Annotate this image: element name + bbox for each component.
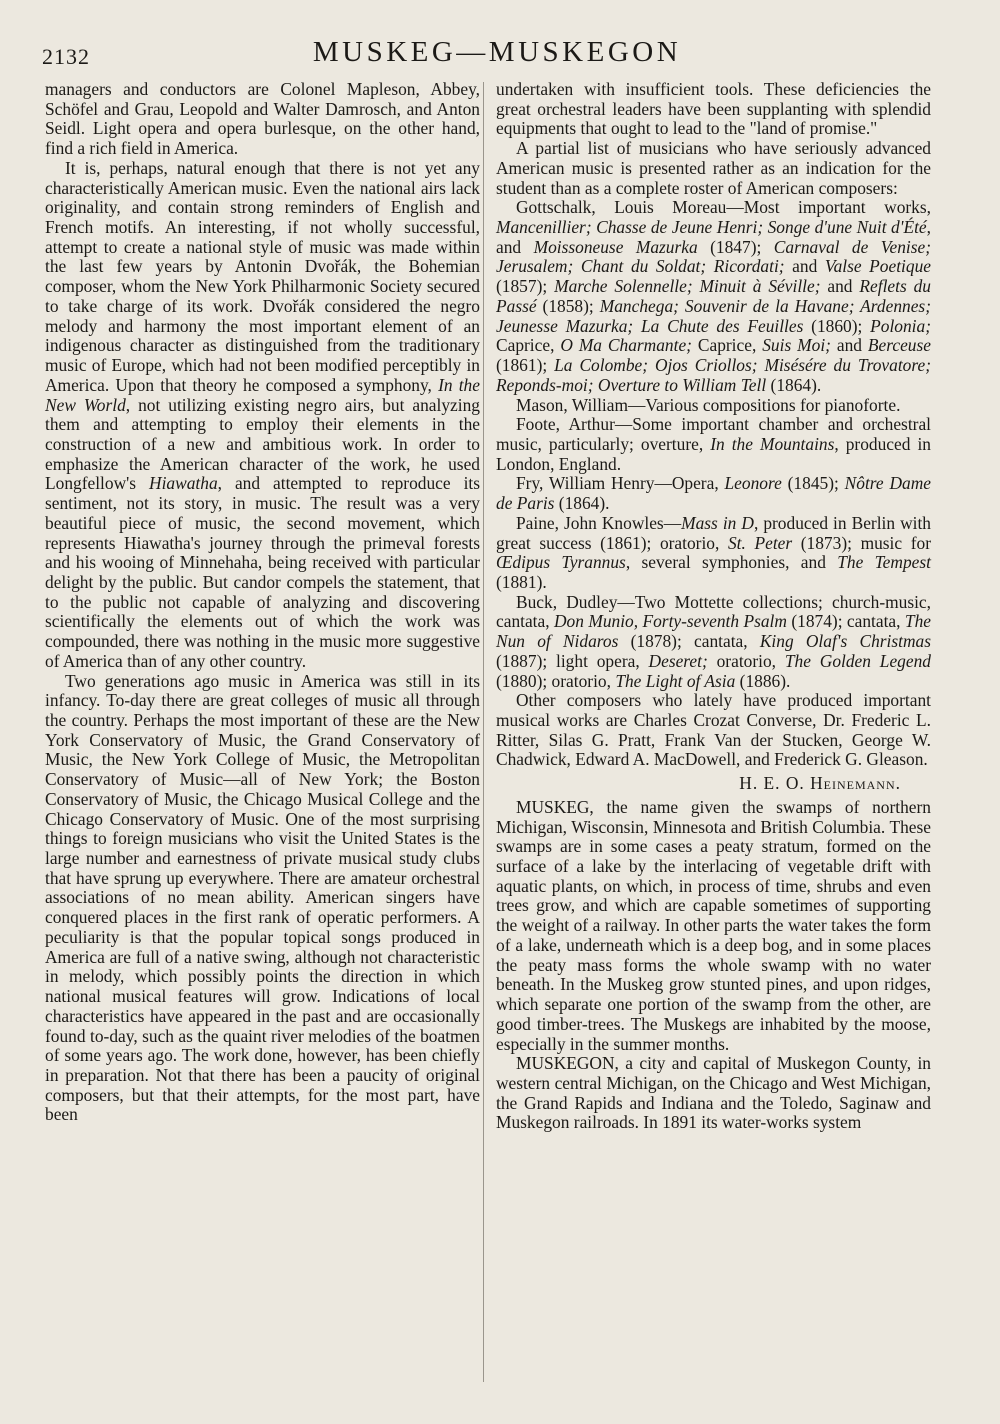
entry-paine: Paine, John Knowles—Mass in D, produced in Berlin with great success (1861); oratorio, St. Peter (1873); music for Œdipus Tyrannus, several symphonies, and The Tempest (1881). [496,512,931,592]
paragraph-managers: managers and conductors are Colonel Mapleson, Abbey, Schöfel and Grau, Leopold and Walter Damrosch, and Anton Seidl. Light opera and opera burlesque, on the other hand, find a rich field in America. [45,79,480,159]
column-divider [483,82,484,1382]
paragraph-partial-list: A partial list of musicians who have seriously advanced American music is presented rather as an indication for the student than as a complete roster of American composers: [496,138,931,198]
work-title: In the New World [45,374,480,415]
page-number: 2132 [42,44,90,69]
entry-foote: Foote, Arthur—Some important chamber and orchestral music, particularly; overture, In the Mountains, produced in London, England. [496,414,931,474]
paragraph-deficiencies: undertaken with insufficient tools. These deficiencies the great orchestral leaders have been supplanting with splendid equipments that ought to lead to the "land of promise." [496,79,931,139]
entry-muskegon: MUSKEGON, a city and capital of Muskegon County, in western central Michigan, on the Chicago and West Michigan, the Grand Rapids and Indiana and the Toledo, Saginaw and Muskegon railroads. In 1891 its water-works system [496,1053,931,1133]
entry-buck: Buck, Dudley—Two Mottette collections; church-music, cantata, Don Munio, Forty-seventh Psalm (1874); cantata, The Nun of Nidaros (1878); cantata, King Olaf's Christmas (1887); light opera, Deseret; oratorio, The Golden Legend (1880); oratorio, The Light of Asia (1886). [496,591,931,691]
paragraph-dvorak: It is, perhaps, natural enough that there is not yet any characteristically American music. Even the national airs lack originality, and contain strong reminders of English and French motifs. An interesting, if not wholly successful, attempt to create a national style of music was made within the last few years by Antonin Dvořák, the Bohemian composer, whom the New York Philharmonic Society secured to take charge of its work. Dvořák considered the negro melody and harmony the most important element of an indigenous character as distinguished from the traditionary music of Europe, which had not been modified perceptibly in America. Upon that theory he composed a symphony, In the New World, not utilizing existing negro airs, but analyzing them and attempting to employ their elements in the construction of a new and ambitious work. In order to emphasize the American character of the work, he used Longfellow's Hiawatha, and attempted to reproduce its sentiment, not its story, in music. The result was a very beautiful piece of music, the second movement, which represents Hiawatha's journey through the primeval forests and his wooing of Minnehaha, being received with particular delight by the public. But candor compels the statement, that to the public not capable of analyzing and discovering scientifically the elements out of which the work was compounded, there was nothing in the music more suggestive of America than of any other country. [45,157,480,671]
running-head: MUSKEG—MUSKEGON [312,36,682,68]
left-column [45,80,480,1125]
page-header [42,34,952,74]
entry-gottschalk: Gottschalk, Louis Moreau—Most important works, Mancenillier; Chasse de Jeune Henri; Songe d'une Nuit d'Été, and Moissoneuse Mazurka (1847); Carnaval de Venise; Jerusalem; Chant du Soldat; Ricordati; and Valse Poetique (1857); Marche Solennelle; Minuit à Séville; and Reflets du Passé (1858); Manchega; Souvenir de la Havane; Ardennes; Jeunesse Mazurka; La Chute des Feuilles (1860); Polonia; Caprice, O Ma Charmante; Caprice, Suis Moi; and Berceuse (1861); La Colombe; Ojos Criollos; Misésére du Trovatore; Reponds-moi; Overture to William Tell (1864). [496,197,931,395]
entry-fry: Fry, William Henry—Opera, Leonore (1845); Nôtre Dame de Paris (1864). [496,473,931,514]
work-title: Hiawatha [149,473,218,494]
paragraph-colleges: Two generations ago music in America was still in its infancy. To-day there are great colleges of music all through the country. Perhaps the most important of these are the New York Conservatory of Music, the Grand Conservatory of Music, the New York College of Music, the Metropolitan Conservatory of Music—all of New York; the Boston Conservatory of Music, the Chicago Musical College and the Chicago Conservatory of Music. One of the most surprising things to foreign musicians who visit the United States is the large number and earnestness of private musical study clubs that have sprung up everywhere. There are amateur orchestral associations of no mean ability. American singers have conquered places in the first rank of operatic performers. A peculiarity is that the popular topical songs produced in America are full of a native swing, although not characteristic in melody, which possibly points the direction in which national musical features will grow. Indications of local characteristics have appeared in the past and are occasionally found to-day, such as the quaint river melodies of the boatmen of some years ago. The work done, however, has been chiefly in preparation. Not that there has been a paucity of original composers, but that their attempts, for the most part, have been [45,670,480,1125]
entry-muskeg: MUSKEG, the name given the swamps of northern Michigan, Wisconsin, Minnesota and British Columbia. These swamps are in some cases a peaty stratum, formed on the surface of a lake by the interlacing of vegetable drift with aquatic plants, on which, in process of time, shrubs and even trees grow, and which are capable sometimes of supporting the weight of a railway. In other parts the water takes the form of a lake, underneath which is a deep bog, and in some places the peaty mass forms the whole swamp with no water beneath. In the Muskeg grow stunted pines, and upon ridges, which separate one portion of the swamp from the other, are good timber-trees. The Muskegs are inhabited by the moose, especially in the summer months. [496,796,931,1054]
entry-mason: Mason, William—Various compositions for pianoforte. [516,394,901,415]
paragraph-other-composers: Other composers who lately have produced important musical works are Charles Crozat Converse, Dr. Frederic L. Ritter, Silas G. Pratt, Frank Van der Stucken, George W. Chadwick, Edward A. MacDowell, and Frederick G. Gleason. [496,690,931,770]
author-signature: H. E. O. Heinemann. [739,773,901,794]
right-column [496,80,931,1133]
